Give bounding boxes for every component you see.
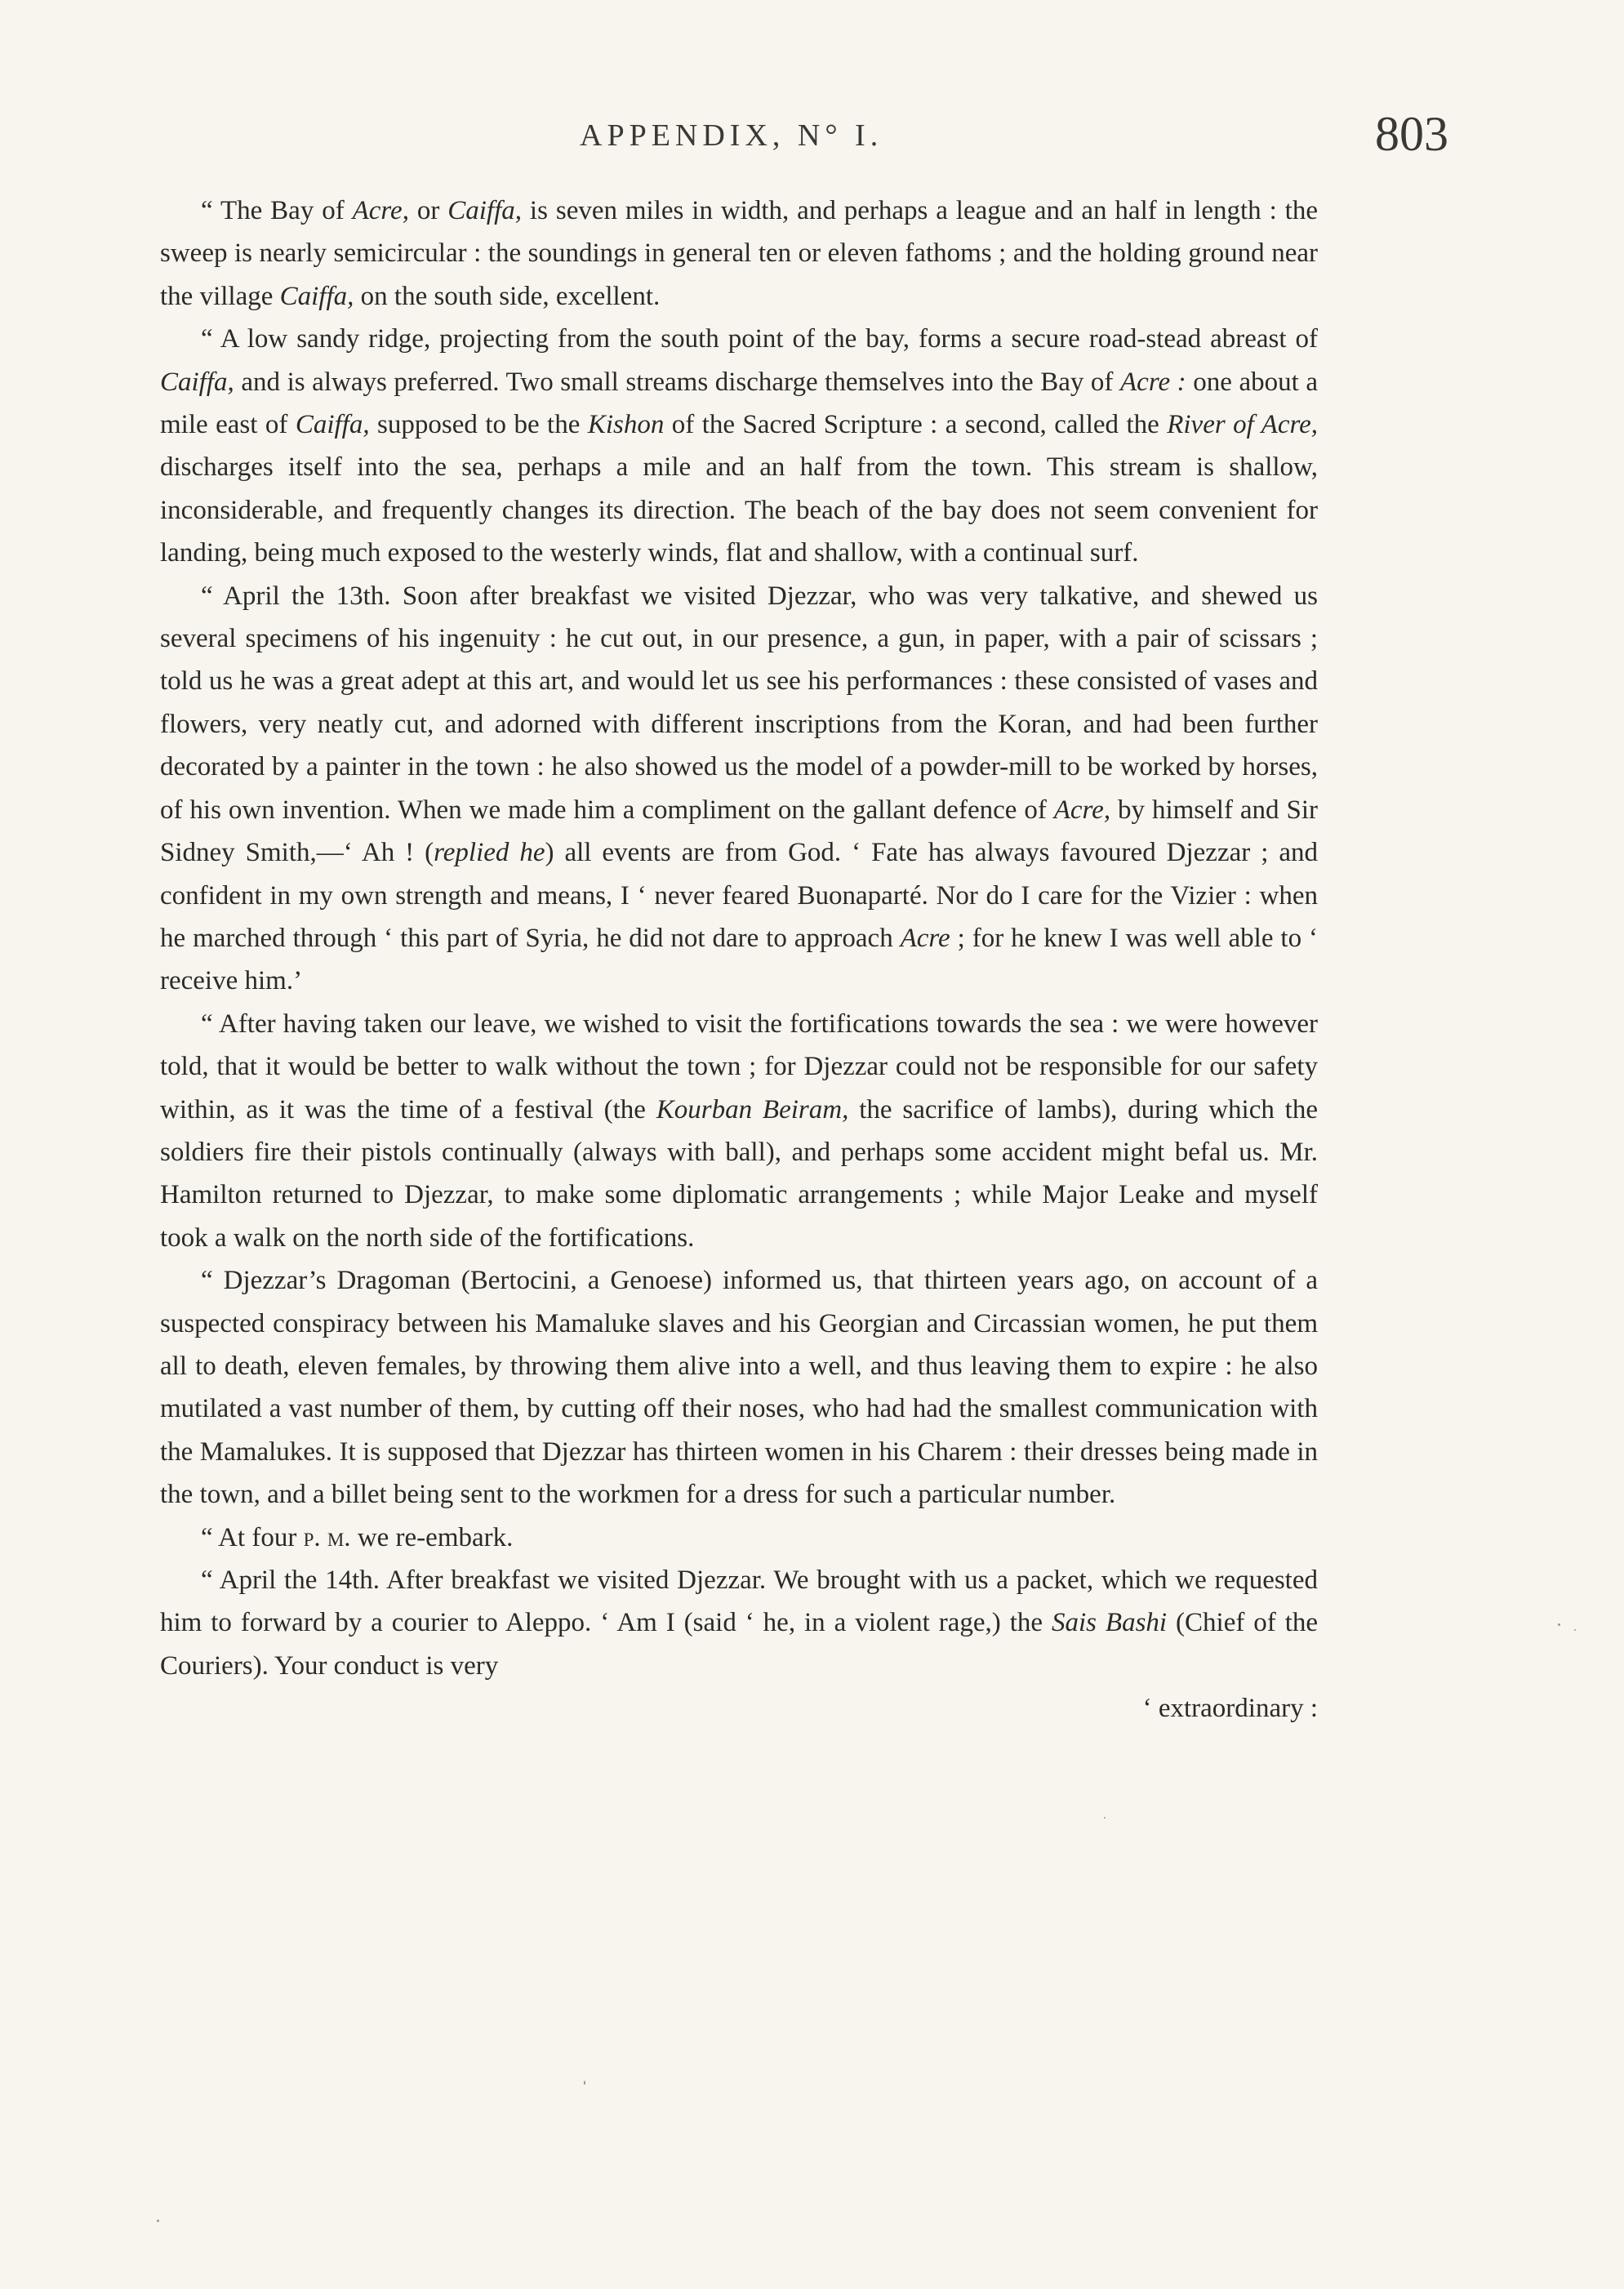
italic-text: Caiffa, [279,281,354,311]
page-header [0,106,1624,163]
text-run: (Chief of the Couriers). Your conduct is very [160,1608,1319,1681]
text-run: “ April the 14th. After breakfast we visited Djezzar. We brought with us a packet, which we requested him to forward by a courier to Aleppo. ‘ Am I (said ‘ he, in a violent rage,) the [160,1565,1318,1638]
paragraph-sandy-ridge [160,318,1318,574]
text-run: on the south side, excellent. [354,281,661,311]
text-run: the sacrifice of lambs), during which the soldiers fire their pistols continually (always with ball), and perhaps some accident might befal us. Mr. Hamilton returned to Djezzar, to make some diplomatic arrangements ; while Major Leake and myself took a walk on the north side of the fortifications. [160,1094,1318,1253]
italic-text: River of Acre, [1167,410,1318,440]
body-text [160,189,1318,1730]
running-title: APPENDIX, N° I. [580,118,883,153]
italic-text: replied he [434,838,545,868]
text-run: of the Sacred Scripture : a second, called the [664,410,1168,440]
text-run: “ After having taken our leave, we wished to visit the fortifications towards the sea : we were however told, that it would be better to walk without the town ; for Djezzar could not be responsible for our safety within, as it was the time of a festival (the [160,1009,1318,1124]
italic-text: Kishon [587,410,665,440]
paragraph-april-14th [160,1559,1318,1687]
italic-text: Caiffa, [447,196,523,225]
last-line: ‘ extraordinary : [1142,1694,1318,1724]
text-run: is seven miles in width, and perhaps a league and an half in length : the sweep is nearly semicircular : the soundings in general ten or eleven fathoms ; and the holding ground near the village [160,196,1318,311]
text-run: “ April the 13th. Soon after breakfast we visited Djezzar, who was very talkative, and shewed us several specimens of his ingenuity : he cut out, in our presence, a gun, in paper, with a pair of scissars ; told us he was a great adept at this art, and would let us see his performances : these consisted of vases and flowers, very neatly cut, and adorned with different inscriptions from the Koran, and had been further decorated by a painter in the town : he also showed us the model of a powder-mill to be worked by horses, of his own invention. When we made him a compliment on the gallant defence of [160,581,1318,825]
italic-text: Acre [900,923,950,953]
text-run: “ Djezzar’s Dragoman (Bertocini, a Genoese) informed us, that thirteen years ago, on account of a suspected conspiracy between his Mamaluke slaves and his Georgian and Circassian women, he put them all to death, eleven females, by throwing them alive into a well, and thus leaving them to expire : he also mutilated a vast number of them, by cutting off their noses, who had had the smallest communication with the Mamalukes. It is supposed that Djezzar has thirteen women in his Charem : their dresses being made in the town, and a billet being sent to the workmen for a dress for such a particular number. [160,1266,1318,1510]
text-run: one about a mile east of [160,367,1319,440]
text-run: or [408,196,448,225]
text-run: ) all events are from God. ‘ Fate has always favoured Djezzar ; and confident in my own strength and means, I ‘ never feared Buonaparté. Nor do I care for the Vizier : when he marched through ‘ this part of Syria, he did not dare to approach [160,838,1318,953]
text-run: discharges itself into the sea, perhaps a mile and an half from the town. This stream is shallow, inconsiderable, and frequently changes its direction. The beach of the bay does not seem convenient for landing, being much exposed to the westerly winds, flat and shallow, with a continual surf. [160,452,1318,568]
italic-text: Caiffa, [160,367,234,397]
paragraph-re-embark [160,1516,1318,1559]
smallcaps-text: p. m. [303,1522,351,1552]
paragraph-bay-of-acre [160,189,1318,318]
italic-text: Acre, [1053,795,1111,825]
text-run: and is always preferred. Two small streams discharge themselves into the Bay of [234,367,1121,397]
page-number: 803 [1375,107,1448,161]
italic-text: Acre : [1120,367,1186,397]
paragraph-dragoman [160,1259,1318,1516]
text-run: supposed to be the [369,410,588,440]
italic-text: Kourban Beiram, [656,1094,849,1124]
text-run: “ At four [201,1522,304,1552]
text-run: we re-embark. [350,1522,514,1552]
paragraph-fortifications [160,1003,1318,1259]
italic-text: Sais Bashi [1051,1608,1168,1638]
text-run: ; for he knew I was well able to ‘ receive him.’ [160,923,1318,996]
italic-text: Caiffa, [295,410,370,440]
italic-text: Acre, [352,196,409,225]
paragraph-april-13th [160,575,1318,1003]
text-run: “ A low sandy ridge, projecting from the south point of the bay, forms a secure road-stead abreast of [201,324,1318,354]
text-run: “ The Bay of [201,196,353,225]
text-run: by himself and Sir Sidney Smith,—‘ Ah ! ( [160,795,1318,868]
